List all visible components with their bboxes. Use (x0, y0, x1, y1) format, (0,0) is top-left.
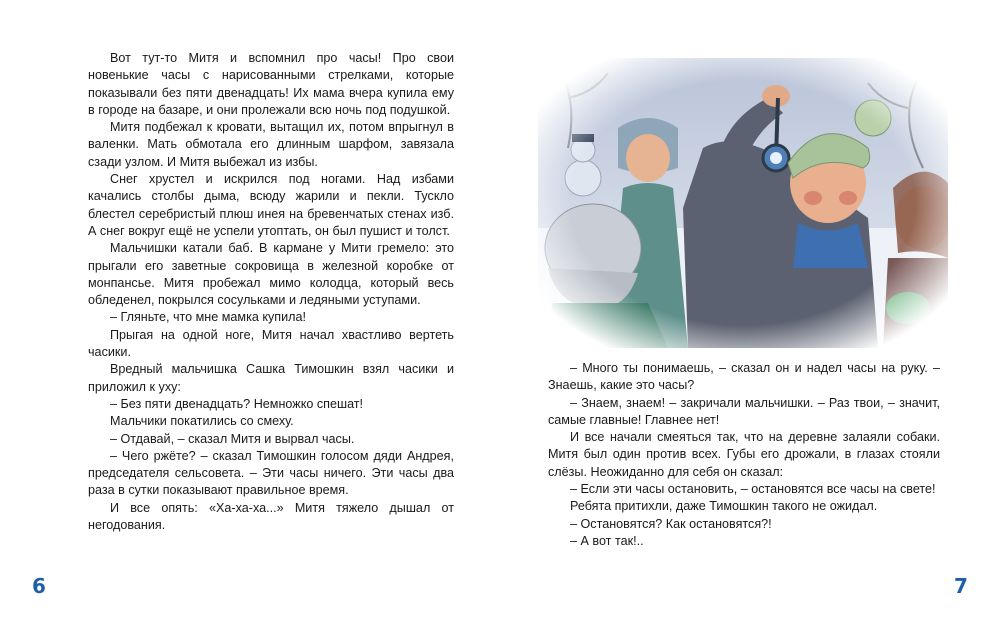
paragraph: Вот тут-то Митя и вспомнил про часы! Про свои новенькие часы с нарисованными стрелками, которые показывали без пяти двенадцать! Их мама вчера купила ему в городе на базаре, и они пролежали всю ночь под подушкой. (88, 51, 454, 117)
paragraph: Снег хрустел и искрился под ногами. Над избами качались столбы дыма, всюду жарили и пекли. Тускло блестел серебристый плюш инея на бревенчатых стенах изб. А снег вокруг ещё не успели утоптать, он был пушист и толст. (88, 172, 454, 238)
paragraph: Прыгая на одной ноге, Митя начал хвастливо вертеть часики. (88, 327, 454, 360)
paragraph: – Знаем, знаем! – закричали мальчишки. – Раз твои, – значит, самые главные! Главнее нет! (548, 395, 940, 427)
right-page-text (548, 360, 940, 550)
paragraph: – Остановятся? Как остановятся?! (570, 516, 772, 531)
paragraph: – Гляньте, что мне мамка купила! (110, 310, 307, 325)
paragraph: – Много ты понимаешь, – сказал он и надел часы на руку. – Знаешь, какие это часы? (548, 361, 940, 393)
paragraph: Вредный мальчишка Сашка Тимошкин взял часики и приложил к уху: (88, 362, 454, 394)
paragraph: Мальчики покатились со смеху. (110, 414, 294, 429)
paragraph: Мальчишки катали баб. В кармане у Мити гремело: это прыгали его заветные сокровища в железной коробке от монпансье. Митя пробежал мимо колодца, который весь обледенел, покрылся сосульками и ледяными уступами. (88, 241, 454, 308)
illustration-art (538, 58, 948, 348)
paragraph: – Без пяти двенадцать? Немножко спешат! (110, 396, 364, 411)
right-page (500, 0, 1000, 640)
paragraph: – Отдавай, – сказал Митя и вырвал часы. (110, 431, 355, 446)
paragraph: – А вот так!.. (570, 533, 644, 548)
page-number-right: 7 (954, 574, 968, 598)
winter-boys-illustration (538, 58, 948, 348)
paragraph: – Если эти часы остановить, – остановятся все часы на свете! (570, 482, 936, 497)
paragraph: И все опять: «Ха-ха-ха...» Митя тяжело дышал от негодования. (88, 500, 454, 533)
left-page-text (88, 50, 454, 534)
page-number-left: 6 (32, 574, 46, 598)
paragraph: Ребята притихли, даже Тимошкин такого не ожидал. (570, 499, 878, 514)
paragraph: – Чего ржёте? – сказал Тимошкин голосом дяди Андрея, председателя сельсовета. – Эти часы ничего. Эти часы два раза в сутки показывают правильное время. (88, 448, 454, 498)
paragraph: И все начали смеяться так, что на деревне залаяли собаки. Митя был один против всех. Губы его дрожали, в глазах стояли слёзы. Неожиданно для себя он сказал: (548, 430, 940, 479)
paragraph: Митя подбежал к кровати, вытащил их, потом впрыгнул в валенки. Мать обмотала его длинным шарфом, завязала сзади узлом. И Митя выбежал из избы. (88, 120, 454, 169)
